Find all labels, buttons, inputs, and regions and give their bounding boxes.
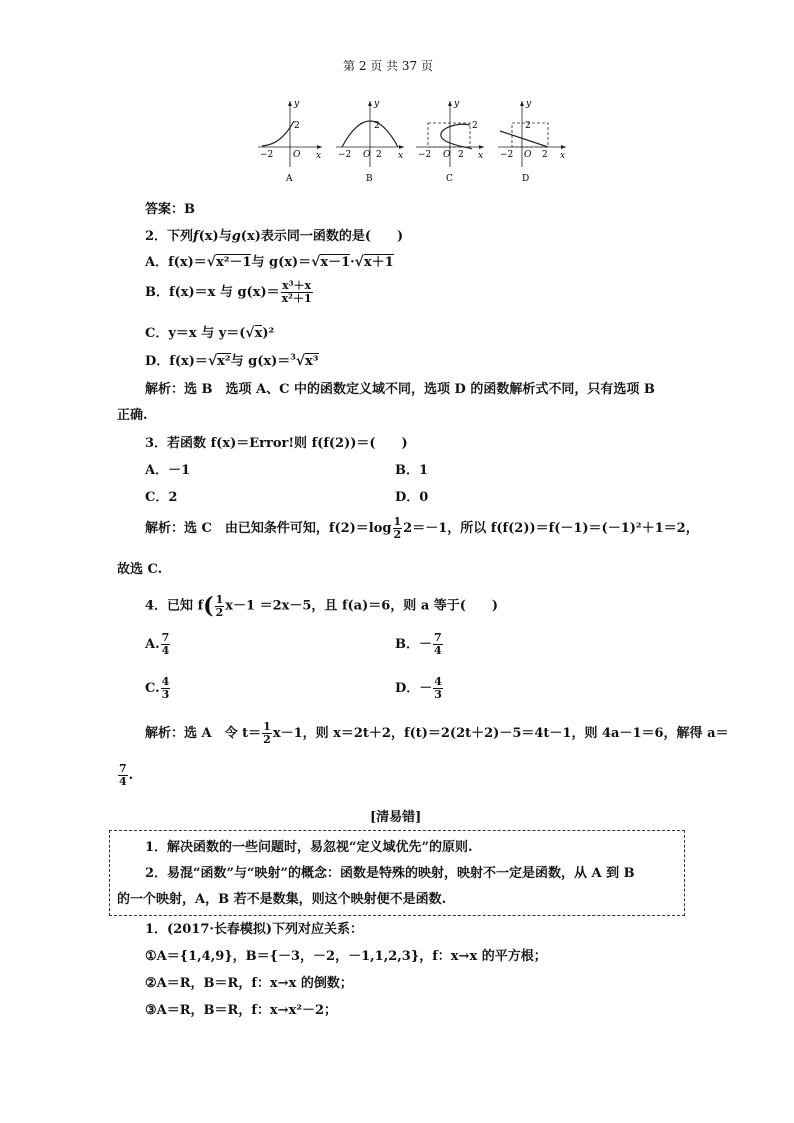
q4-analysis-end-num: 7 (119, 762, 127, 775)
q3-analysis-frac-num: 1 (393, 515, 402, 528)
q4-a-num: 7 (161, 631, 170, 644)
q2-d-rad2: x³ (305, 354, 319, 369)
graph-d (498, 99, 566, 184)
q3-analysis-line2: 故选 C. (117, 562, 163, 577)
q4-b-den: 4 (434, 644, 442, 657)
q2-b-label: B． (145, 285, 169, 300)
q2-a-grad2: x＋1 (363, 255, 394, 270)
graph-d-y-label: y (526, 99, 532, 109)
q4-c-den: 3 (161, 688, 170, 701)
q4-analysis-frac-den: 2 (263, 733, 271, 746)
q2-a-label: A． (145, 255, 169, 270)
graph-b-tick-neg2: −2 (338, 150, 352, 160)
q4-b-label: B．－ (395, 637, 432, 652)
q4-analysis-end-den: 4 (119, 775, 127, 788)
graph-b-y-label: y (374, 99, 380, 109)
q4-analysis-pre: 解析：选 A 令 t＝ (145, 726, 262, 741)
page-number-header: 第 2 页 共 37 页 (343, 59, 433, 73)
graph-b-tick-pos2: 2 (376, 150, 382, 160)
q2-c-tail: )² (262, 326, 275, 341)
graph-b-label: B (366, 174, 373, 184)
q4-analysis-frac-num: 1 (263, 720, 271, 733)
clear-errors-title: [清易错] (370, 810, 422, 825)
graph-a (258, 99, 322, 184)
q2-a-mid: 与 g(x)＝ (251, 255, 312, 270)
q2-c-label: C． (145, 326, 169, 341)
q2-b-f: f(x)＝x 与 g(x)＝ (169, 285, 280, 300)
practice-item1: ①A＝{1,4,9}，B＝{－3，－2，－1,1,2,3}，f：x→x 的平方根； (145, 949, 547, 964)
graph-d-tick-pos2: 2 (542, 150, 548, 160)
q3-analysis-pre: 解析：选 C 由已知条件可知，f(2)＝log (145, 521, 392, 536)
q2-c-text: y＝x 与 y＝( (168, 326, 246, 341)
q3-option-c: C．2 (145, 490, 178, 505)
q2-analysis-line2: 正确. (117, 408, 148, 423)
q2-option-a: A．f(x)＝√x²－1与 g(x)＝√x－1·√x＋1 (145, 254, 394, 270)
clear-errors-item2-line2: 的一个映射，A，B 若不是数集，则这个映射便不是函数. (117, 892, 447, 907)
q4-stem-pre: 4．已知 f (145, 598, 204, 614)
q2-stem-g: g (231, 229, 241, 244)
q4-a-label: A. (145, 637, 160, 652)
q2-b-den: x²＋1 (281, 292, 312, 305)
q4-analysis-end-tail: . (128, 768, 134, 783)
graph-b (336, 99, 404, 184)
clear-errors-item1: 1．解决函数的一些问题时，易忽视“定义域优先”的原则. (145, 840, 473, 855)
practice-item3: ③A＝R，B＝R，f：x→x²－2； (145, 1003, 338, 1018)
graph-d-x-label: x (560, 151, 566, 161)
q2-d-index: 3 (290, 351, 296, 362)
q3-analysis-line1 (145, 516, 699, 541)
q2-a-frad: x²－1 (215, 255, 252, 270)
graph-d-tick-neg2: −2 (500, 150, 514, 160)
q2-d-mid: 与 g(x)＝ (230, 354, 291, 369)
q4-d-den: 3 (434, 688, 442, 701)
q2-stem-prefix: 2．下列 (145, 229, 194, 244)
graph-a-tick-neg2: −2 (260, 150, 274, 160)
graph-c-origin: O (443, 150, 451, 160)
q2-stem (145, 225, 403, 244)
q2-a-f: f(x)＝ (168, 255, 207, 270)
q2-c-rad: x (254, 326, 263, 341)
q4-analysis-line2 (117, 763, 133, 788)
graph-a-x-label: x (316, 151, 322, 161)
graph-c-tick-neg2: −2 (418, 150, 432, 160)
graph-a-origin: O (293, 150, 301, 160)
q2-option-d: D．f(x)＝√x²与 g(x)＝$^3$√x³ (145, 351, 319, 369)
practice-stem: 1．(2017·长春模拟)下列对应关系： (145, 922, 364, 937)
q4-d-num: 4 (434, 675, 442, 688)
q3-option-b: B．1 (395, 463, 429, 478)
answer-line: 答案：B (145, 202, 195, 217)
graph-c-x-label: x (478, 151, 484, 161)
q4-b-num: 7 (434, 631, 442, 644)
graph-d-tick-2: 2 (525, 121, 531, 131)
option-graphs (250, 95, 580, 187)
graph-c-tick-pos2: 2 (458, 150, 464, 160)
graph-c-y-label: y (454, 99, 460, 109)
q4-d-label: D．－ (395, 681, 433, 696)
q4-c-label: C. (145, 681, 160, 696)
q2-stem-mid: (x)与 (198, 229, 232, 244)
q3-stem: 3．若函数 f(x)＝Error!则 f(f(2))＝( ) (145, 436, 408, 451)
q2-analysis-line1: 解析：选 B 选项 A、C 中的函数定义域不同，选项 D 的函数解析式不同，只有选项 B (145, 382, 655, 397)
q4-stem-frac-num: 1 (215, 592, 224, 606)
q2-stem-suffix: (x)表示同一函数的是( ) (240, 229, 404, 244)
q2-b-num: x³＋x (282, 279, 312, 292)
graph-b-origin: O (363, 150, 371, 160)
clear-errors-item2-line1: 2．易混“函数”与“映射”的概念：函数是特殊的映射，映射不一定是函数，从 A 到 B (145, 866, 635, 881)
q3-option-d: D．0 (395, 490, 429, 505)
q4-option-c (145, 676, 171, 701)
graph-b-tick-2: 2 (374, 121, 380, 131)
q4-option-d (395, 676, 444, 701)
q4-c-num: 4 (161, 675, 170, 688)
q4-stem-frac-den: 2 (215, 605, 224, 619)
graph-a-tick-2: 2 (294, 121, 300, 131)
graph-d-label: D (522, 174, 530, 184)
graph-c-tick-2: 2 (472, 121, 478, 131)
q2-d-rad1: x² (217, 354, 231, 369)
graph-b-x-label: x (398, 151, 404, 161)
q4-stem: 4．已知 f( $\frac{1}{2}$ x－1 ＝2x－5，且 f(a)＝6，则 a 等于( ) (145, 592, 499, 619)
graph-c (416, 99, 484, 184)
graph-c-label: C (446, 174, 453, 184)
q4-option-b (395, 632, 444, 657)
q4-option-a (145, 632, 171, 657)
q2-d-label: D． (145, 354, 170, 369)
q2-a-grad1: x－1 (320, 255, 351, 270)
q4-a-den: 4 (161, 644, 170, 657)
q3-analysis-post: 2＝－1，所以 f(f(2))＝f(－1)＝(－1)²＋1＝2， (403, 521, 699, 536)
q3-analysis-frac-den: 2 (393, 528, 402, 541)
practice-item2: ②A＝R，B＝R，f：x→x 的倒数； (145, 976, 353, 991)
graph-a-y-label: y (294, 99, 300, 109)
q4-analysis-post: x－1，则 x＝2t＋2，f(t)＝2(2t＋2)－5＝4t－1，则 4a－1＝6，解得 a＝ (272, 726, 729, 741)
q2-stem-f: f (193, 229, 199, 244)
graph-d-origin: O (524, 150, 532, 160)
q2-d-f: f(x)＝ (169, 354, 208, 369)
q3-option-a: A．－1 (145, 463, 191, 478)
q4-stem-post: x－1 ＝2x－5，且 f(a)＝6，则 a 等于( ) (225, 598, 499, 614)
q2-option-b (145, 280, 314, 305)
q2-a-dot: · (350, 255, 355, 270)
q2-option-c: C．y＝x 与 y＝(√x)² (145, 325, 275, 341)
graph-a-label: A (286, 174, 293, 184)
q4-analysis-line1 (145, 721, 729, 746)
